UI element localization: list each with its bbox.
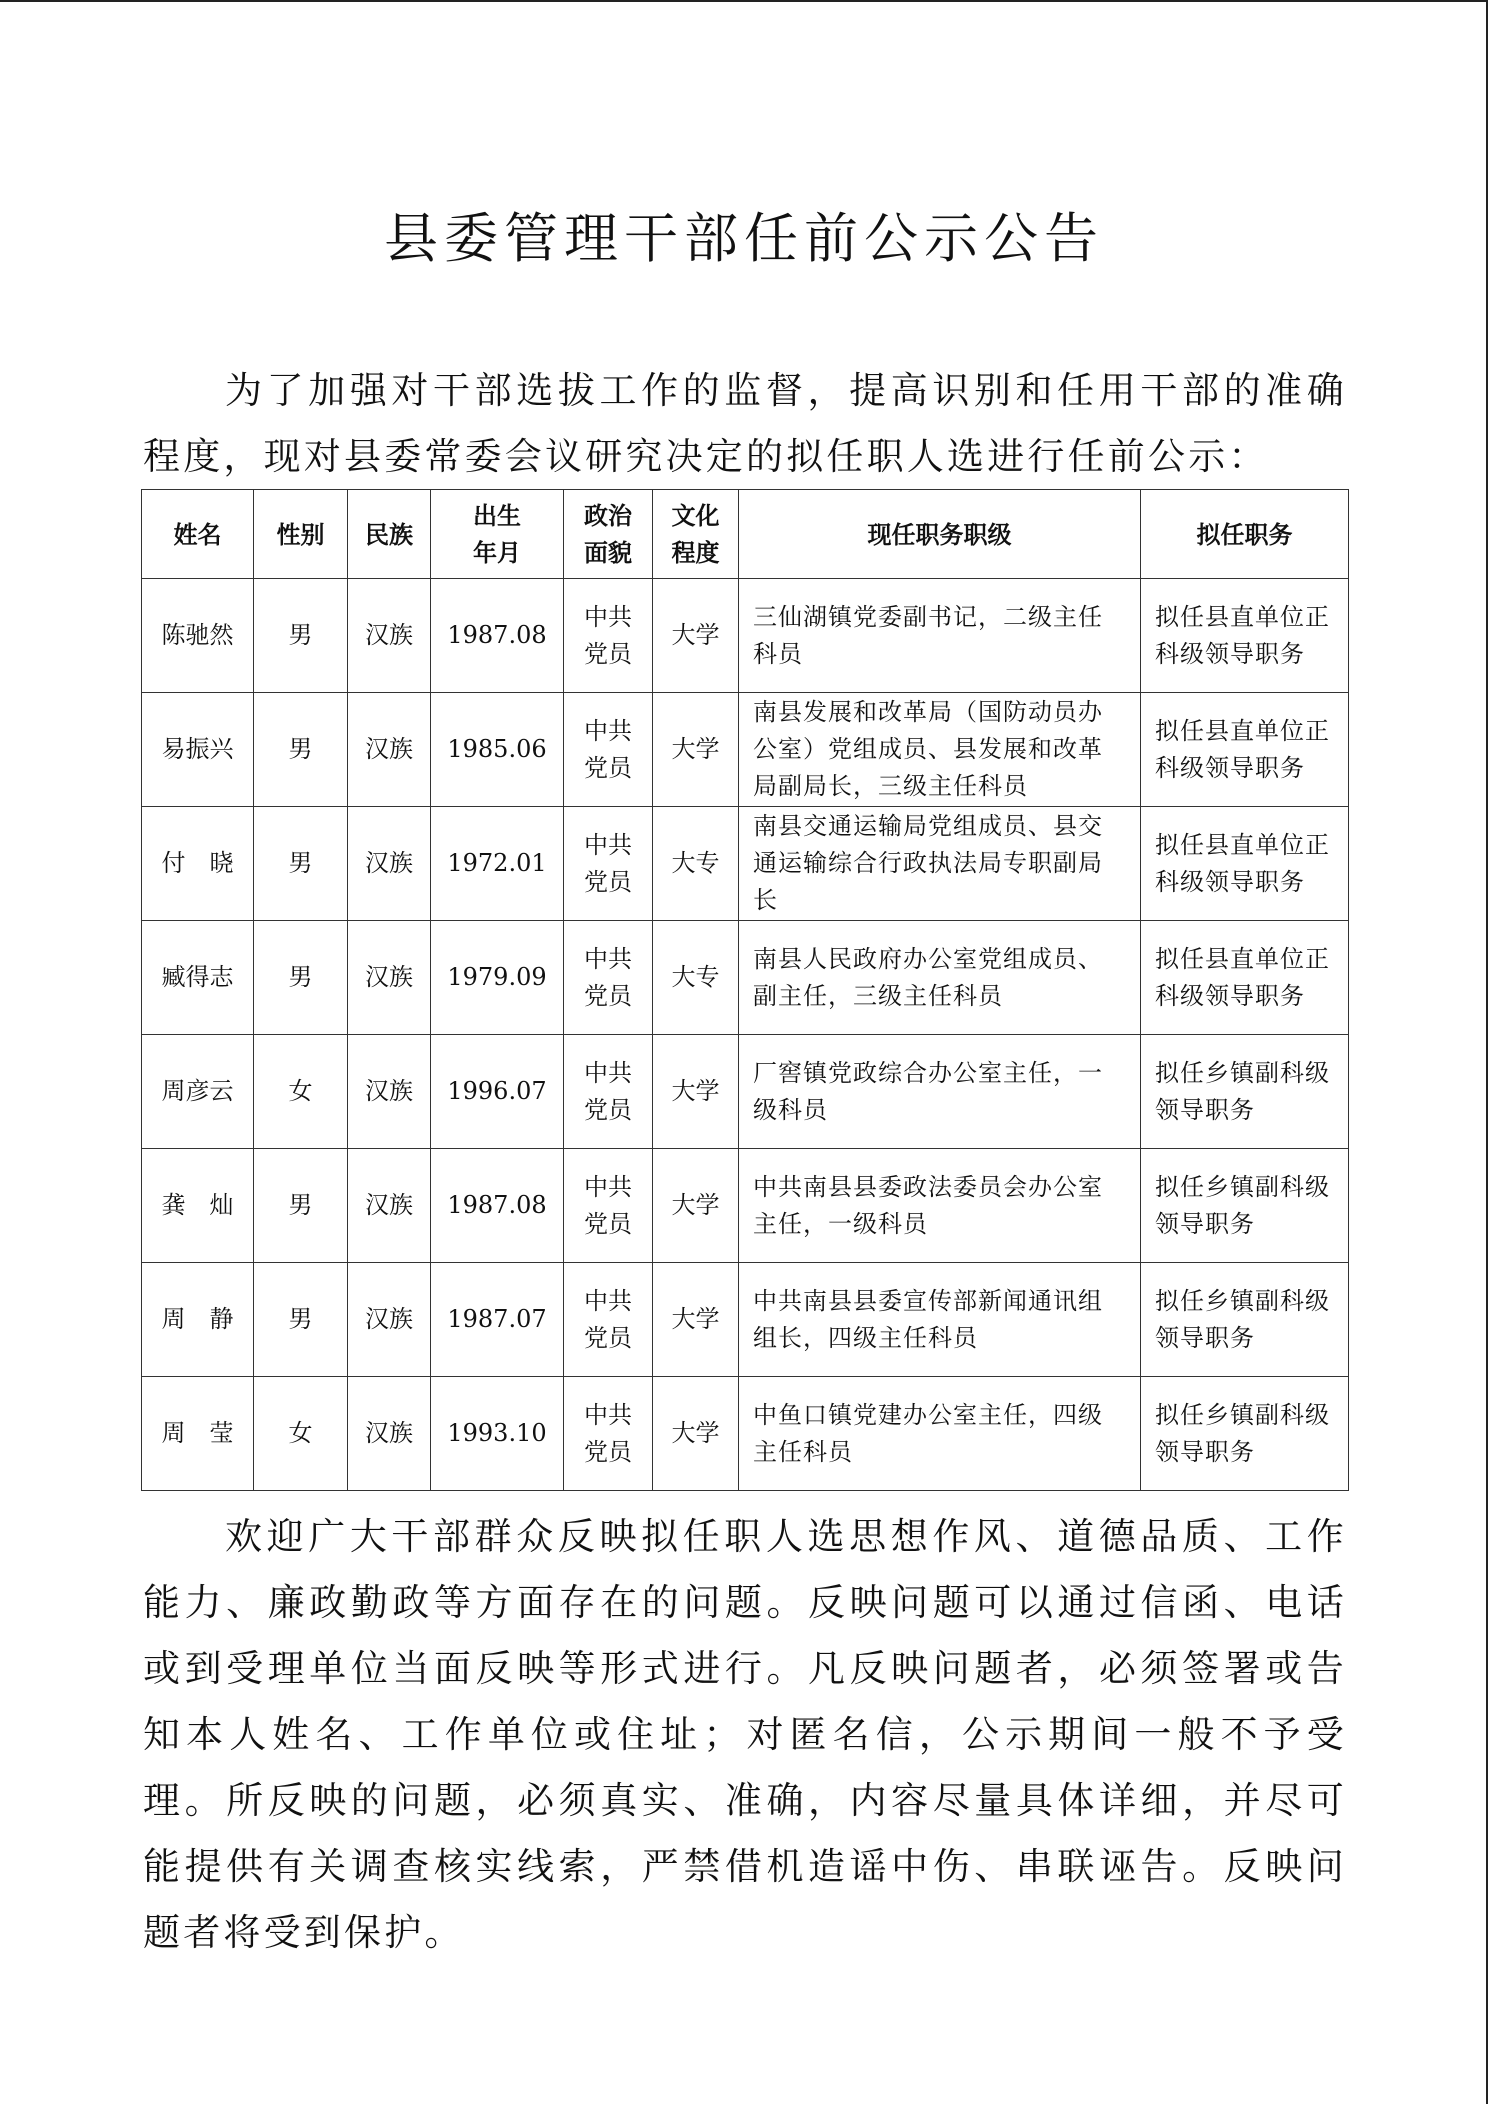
cell-gender: 男	[254, 1149, 348, 1263]
cell-ethnicity: 汉族	[348, 1149, 431, 1263]
table-row	[142, 579, 1349, 693]
document-title: 县委管理干部任前公示公告	[384, 207, 1104, 270]
table-row	[142, 1263, 1349, 1377]
cell-party-line1: 中共	[584, 944, 632, 973]
cell-party	[564, 1263, 653, 1377]
table-row	[142, 921, 1349, 1035]
cell-name: 臧得志	[142, 921, 254, 1035]
table-row	[142, 1377, 1349, 1491]
cell-party-line2: 党员	[584, 1095, 632, 1124]
cell-gender: 男	[254, 693, 348, 807]
header-education-line2: 程度	[671, 538, 720, 567]
cell-current-position: 南县交通运输局党组成员、县交通运输综合行政执法局专职副局长	[739, 807, 1141, 921]
cell-gender: 男	[254, 921, 348, 1035]
cell-party-line1: 中共	[584, 1058, 632, 1087]
cell-party	[564, 807, 653, 921]
header-gender: 性别	[254, 490, 348, 579]
header-party-line2: 面貌	[584, 538, 632, 567]
cell-education: 大学	[653, 1149, 739, 1263]
cell-gender: 女	[254, 1377, 348, 1491]
cell-education: 大学	[653, 1263, 739, 1377]
cell-party	[564, 1035, 653, 1149]
cell-proposed-position: 拟任乡镇副科级领导职务	[1141, 1035, 1349, 1149]
cell-current-position: 中鱼口镇党建办公室主任，四级主任科员	[739, 1377, 1141, 1491]
cell-party-line2: 党员	[584, 981, 632, 1010]
cell-current-position: 三仙湖镇党委副书记，二级主任科员	[739, 579, 1141, 693]
cell-gender: 男	[254, 1263, 348, 1377]
cell-birth: 1979.09	[431, 921, 564, 1035]
cell-birth: 1987.07	[431, 1263, 564, 1377]
header-name: 姓名	[142, 490, 254, 579]
table-row	[142, 1035, 1349, 1149]
cell-education: 大专	[653, 807, 739, 921]
header-birth-line2: 年月	[473, 538, 521, 567]
cell-birth: 1972.01	[431, 807, 564, 921]
header-current-position: 现任职务职级	[739, 490, 1141, 579]
cell-name: 易振兴	[142, 693, 254, 807]
cell-ethnicity: 汉族	[348, 1263, 431, 1377]
cell-name: 龚 灿	[142, 1149, 254, 1263]
cell-party-line1: 中共	[584, 1172, 632, 1201]
header-proposed-position: 拟任职务	[1141, 490, 1349, 579]
cell-name: 周 静	[142, 1263, 254, 1377]
closing-paragraph: 欢迎广大干部群众反映拟任职人选思想作风、道德品质、工作能力、廉政勤政等方面存在的问题。反映问题可以通过信函、电话或到受理单位当面反映等形式进行。凡反映问题者，必须签署或告知本人姓名、工作单位或住址；对匿名信，公示期间一般不予受理。所反映的问题，必须真实、准确，内容尽量具体详细，并尽可能提供有关调查核实线索，严禁借机造谣中伤、串联诬告。反映问题者将受到保护。	[143, 1515, 1347, 1954]
cell-name: 付 晓	[142, 807, 254, 921]
cell-party	[564, 1377, 653, 1491]
cell-current-position: 南县人民政府办公室党组成员、副主任，三级主任科员	[739, 921, 1141, 1035]
cell-birth: 1987.08	[431, 579, 564, 693]
header-birth	[431, 490, 564, 579]
cell-party-line2: 党员	[584, 753, 632, 782]
cell-proposed-position: 拟任乡镇副科级领导职务	[1141, 1377, 1349, 1491]
cell-gender: 男	[254, 579, 348, 693]
cell-proposed-position: 拟任乡镇副科级领导职务	[1141, 1149, 1349, 1263]
intro-paragraph: 为了加强对干部选拔工作的监督，提高识别和任用干部的准确程度，现对县委常委会议研究决定的拟任职人选进行任前公示：	[143, 369, 1347, 478]
cell-birth: 1987.08	[431, 1149, 564, 1263]
header-ethnicity: 民族	[348, 490, 431, 579]
cell-name: 周彦云	[142, 1035, 254, 1149]
cell-gender: 女	[254, 1035, 348, 1149]
candidate-table	[141, 489, 1349, 1491]
cell-current-position: 厂窖镇党政综合办公室主任，一级科员	[739, 1035, 1141, 1149]
cell-education: 大学	[653, 579, 739, 693]
cell-party	[564, 921, 653, 1035]
cell-party	[564, 579, 653, 693]
cell-birth: 1985.06	[431, 693, 564, 807]
cell-name: 周 莹	[142, 1377, 254, 1491]
cell-current-position: 南县发展和改革局（国防动员办公室）党组成员、县发展和改革局副局长，三级主任科员	[739, 693, 1141, 807]
table-header-row	[142, 490, 1349, 579]
cell-proposed-position: 拟任县直单位正科级领导职务	[1141, 693, 1349, 807]
cell-party-line1: 中共	[584, 1400, 632, 1429]
cell-birth: 1996.07	[431, 1035, 564, 1149]
cell-ethnicity: 汉族	[348, 807, 431, 921]
cell-ethnicity: 汉族	[348, 1377, 431, 1491]
table-row	[142, 1149, 1349, 1263]
cell-party-line1: 中共	[584, 602, 632, 631]
cell-ethnicity: 汉族	[348, 579, 431, 693]
cell-current-position: 中共南县县委政法委员会办公室主任，一级科员	[739, 1149, 1141, 1263]
cell-party-line2: 党员	[584, 1323, 632, 1352]
header-education	[653, 490, 739, 579]
cell-ethnicity: 汉族	[348, 921, 431, 1035]
cell-party-line2: 党员	[584, 1437, 632, 1466]
cell-party-line2: 党员	[584, 867, 632, 896]
cell-name: 陈驰然	[142, 579, 254, 693]
cell-party-line1: 中共	[584, 830, 632, 859]
cell-ethnicity: 汉族	[348, 693, 431, 807]
cell-current-position: 中共南县县委宣传部新闻通讯组组长，四级主任科员	[739, 1263, 1141, 1377]
header-birth-line1: 出生	[473, 501, 521, 530]
cell-proposed-position: 拟任县直单位正科级领导职务	[1141, 807, 1349, 921]
cell-ethnicity: 汉族	[348, 1035, 431, 1149]
cell-education: 大学	[653, 1377, 739, 1491]
cell-education: 大专	[653, 921, 739, 1035]
cell-gender: 男	[254, 807, 348, 921]
cell-birth: 1993.10	[431, 1377, 564, 1491]
cell-party-line2: 党员	[584, 1209, 632, 1238]
cell-party	[564, 693, 653, 807]
cell-proposed-position: 拟任县直单位正科级领导职务	[1141, 579, 1349, 693]
cell-party-line2: 党员	[584, 639, 632, 668]
table-row	[142, 693, 1349, 807]
header-party	[564, 490, 653, 579]
table-row	[142, 807, 1349, 921]
cell-proposed-position: 拟任乡镇副科级领导职务	[1141, 1263, 1349, 1377]
cell-party	[564, 1149, 653, 1263]
cell-proposed-position: 拟任县直单位正科级领导职务	[1141, 921, 1349, 1035]
cell-education: 大学	[653, 1035, 739, 1149]
header-education-line1: 文化	[671, 501, 720, 530]
cell-party-line1: 中共	[584, 716, 632, 745]
cell-party-line1: 中共	[584, 1286, 632, 1315]
header-party-line1: 政治	[584, 501, 632, 530]
cell-education: 大学	[653, 693, 739, 807]
